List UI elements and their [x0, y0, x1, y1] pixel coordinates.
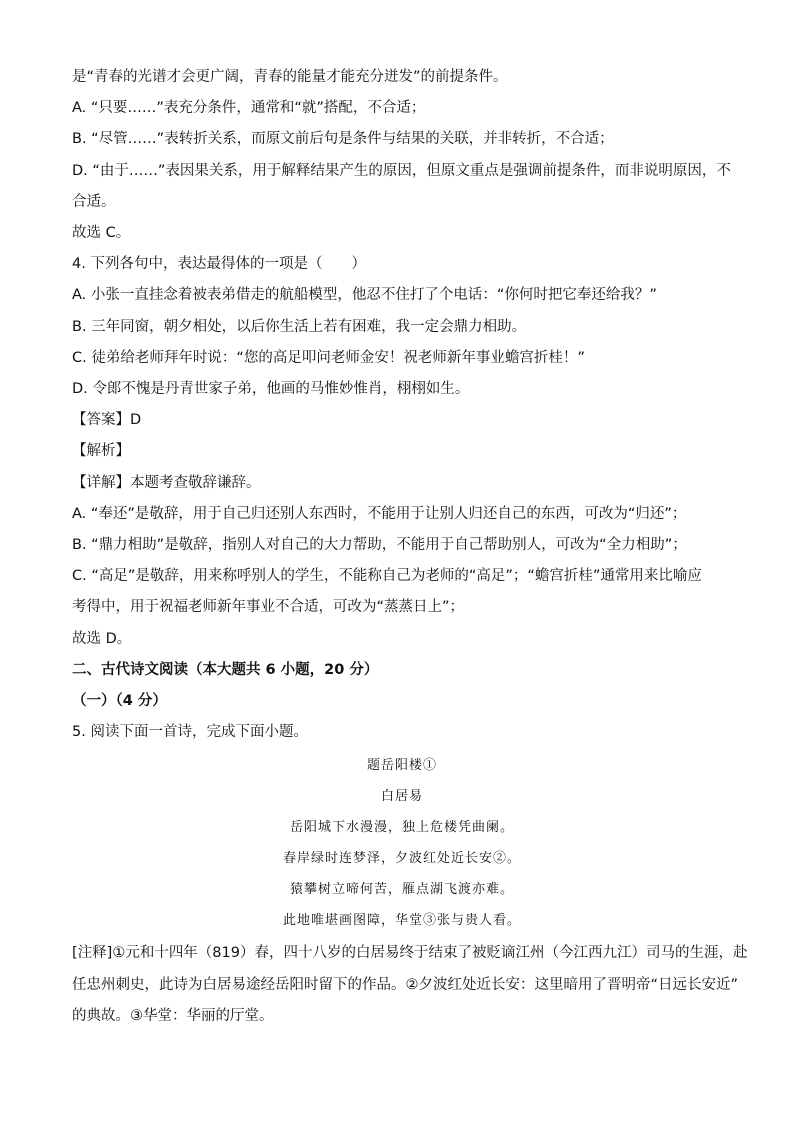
detail-line: C. “高足”是敬辞，用来称呼别人的学生，不能称自己为老师的“高足”；“蟾宫折桂”通常用来比喻应	[72, 568, 702, 585]
poem-author: 白居易	[380, 789, 423, 805]
note-line: 的典故。③华堂：华丽的厅堂。	[72, 1007, 274, 1024]
previous-analysis	[72, 62, 732, 249]
option-b: B. 三年同窗，朝夕相处，以后你生活上若有困难，我一定会鼎力相助。	[72, 318, 527, 335]
section-2	[72, 655, 732, 749]
detail-line: 考得中，用于祝福老师新年事业不合适，可改为“蒸蒸日上”；	[72, 599, 465, 616]
question-4	[72, 249, 732, 655]
option-d: D. 令郎不愧是丹青世家子弟，他画的马惟妙惟肖，栩栩如生。	[72, 381, 470, 398]
poem-title: 题岳阳楼①	[366, 758, 437, 774]
poem-line: 此地唯堪画图障，华堂③张与贵人看。	[282, 913, 521, 929]
document-page	[72, 62, 748, 1032]
poem	[72, 750, 732, 936]
detail-line: B. “鼎力相助”是敬辞，指别人对自己的大力帮助，不能用于自己帮助别人，可改为“全力相助”；	[72, 537, 687, 554]
poem-notes	[72, 938, 748, 1032]
poem-line: 猿攀树立啼何苦，雁点湖飞渡亦难。	[289, 882, 514, 898]
option-a: A. 小张一直挂念着被表弟借走的航船模型，他忍不住打了个电话：“你何时把它奉还给我？”	[72, 287, 657, 304]
sub-section-title: （一）（4 分）	[72, 693, 167, 710]
text-line: B. “尽管……”表转折关系，而原文前后句是条件与结果的关联，并非转折，不合适；	[72, 131, 614, 148]
text-line: 故选 C。	[72, 225, 131, 242]
answer-label: 【答案】D	[72, 412, 142, 429]
detail-line: A. “奉还”是敬辞，用于自己归还别人东西时，不能用于让别人归还自己的东西，可改为“归还”；	[72, 505, 687, 522]
poem-line: 春岸绿时连梦泽，夕波红处近长安②。	[282, 851, 521, 867]
conclusion: 故选 D。	[72, 630, 132, 647]
note-line: 任忠州刺史，此诗为白居易途经岳阳时留下的作品。②夕波红处近长安：这里暗用了晋明帝“日远长安近”	[72, 976, 739, 993]
text-line: D. “由于……”表因果关系，用于解释结果产生的原因，但原文重点是强调前提条件，而非说明原因，不	[72, 162, 731, 179]
text-line: 是“青春的光谱才会更广阔，青春的能量才能充分迸发”的前提条件。	[72, 69, 508, 85]
question-stem: 4. 下列各句中，表达最得体的一项是（ ）	[72, 256, 366, 273]
text-line: A. “只要……”表充分条件，通常和“就”搭配，不合适；	[72, 100, 426, 117]
detail-label: 【详解】本题考查敬辞谦辞。	[72, 474, 261, 491]
question-5-stem: 5. 阅读下面一首诗，完成下面小题。	[72, 724, 308, 741]
option-c: C. 徒弟给老师拜年时说：“您的高足叩问老师金安！祝老师新年事业蟾宫折桂！”	[72, 349, 585, 366]
note-line: [注释]①元和十四年（819）春，四十八岁的白居易终于结束了被贬谪江州（今江西九江）司马的生涯，赴	[72, 945, 748, 962]
text-line: 合适。	[72, 193, 116, 210]
poem-line: 岳阳城下水漫漫，独上危楼凭曲阑。	[289, 820, 514, 836]
analysis-label: 【解析】	[72, 443, 130, 460]
section-title: 二、古代诗文阅读（本大题共 6 小题，20 分）	[72, 661, 379, 678]
